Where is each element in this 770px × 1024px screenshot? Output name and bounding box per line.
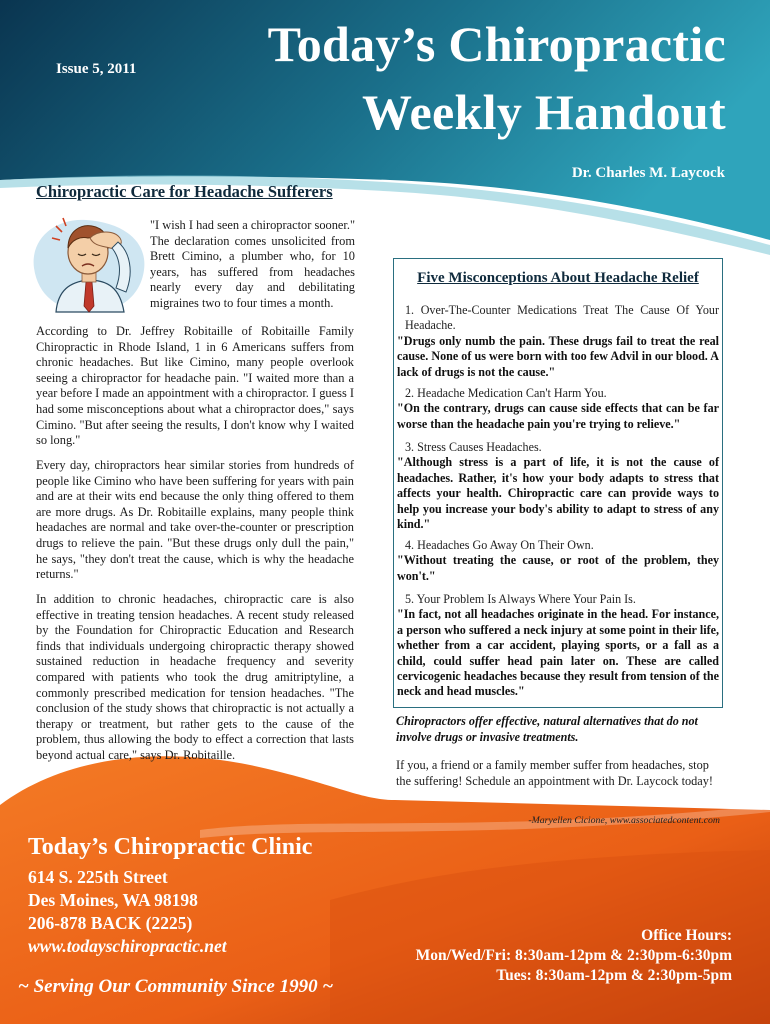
article-intro-quote: "I wish I had seen a chiropractor sooner." The declaration comes unsolicited from Brett Cimino, a plumber who, for 10 years, has suffered from headaches nearly every day and debilitating migraines two to four times a month. — [150, 218, 355, 310]
misconception-item — [397, 538, 719, 584]
misconception-item — [397, 440, 719, 532]
author-name: Dr. Charles M. Laycock — [571, 165, 725, 181]
office-hours-tues: Tues: 8:30am-12pm & 2:30pm-5pm — [496, 967, 732, 984]
clinic-phone: 206-878 BACK (2225) — [28, 913, 193, 933]
call-to-action: If you, a friend or a family member suffer from headaches, stop the suffering! Schedule an appointment with Dr. Laycock today! — [396, 758, 714, 788]
clinic-name: Today’s Chiropractic Clinic — [28, 834, 313, 860]
clinic-street: 614 S. 225th Street — [28, 867, 168, 887]
article-paragraph: Every day, chiropractors hear similar stories from hundreds of people like Cimino who have been suffering for years with pain and are at their wits end because the only thing offered to them are more drugs. As Dr. Robitaille explains, many people think headaches are normal and take over-the-counter or prescription drugs to relieve the pain. "But these drugs only dull the pain," he says, "they don't treat the cause, which is why the headache returns." — [36, 458, 354, 582]
misconception-body: "Drugs only numb the pain. These drugs fail to treat the real cause. None of us were born with too few Advil in our blood. A lack of drugs is not the cause." — [397, 333, 719, 379]
misconception-body: "In fact, not all headaches originate in the head. For instance, a person who suffered a neck injury at some point in their life, whether from a car accident, playing sports, or a fall as a child, could suffer head pain later on. These are called cervicogenic headaches because they result from tension of the neck and head muscles." — [397, 607, 719, 699]
issue-label: Issue 5, 2011 — [56, 61, 137, 77]
article-attribution: -Maryellen Cicione, www.associatedcontent.com — [528, 815, 720, 826]
misconceptions-title: Five Misconceptions About Headache Relief — [417, 270, 699, 286]
article-paragraph: According to Dr. Jeffrey Robitaille of Robitaille Family Chiropractic in Rhode Island, 1 in 6 Americans suffers from chronic headaches. But like Cimino, many people overlook seeing a chiropractor for headache pain. "I waited more than a year before I made an appointment with a chiropractor. I guess I had some misconceptions about what a chiropractor does," says Cimino. "But after seeing the results, I don't know why I waited so long." — [36, 324, 354, 448]
office-hours-mwf: Mon/Wed/Fri: 8:30am-12pm & 2:30pm-6:30pm — [415, 947, 732, 964]
clinic-slogan: ~ Serving Our Community Since 1990 ~ — [18, 976, 334, 997]
misconception-title: 3. Stress Causes Headaches. — [405, 440, 542, 454]
misconception-item — [397, 386, 719, 432]
misconception-title: 4. Headaches Go Away On Their Own. — [405, 538, 594, 552]
misconception-title: 5. Your Problem Is Always Where Your Pain Is. — [405, 592, 636, 606]
misconception-item — [397, 303, 719, 380]
article-paragraph: In addition to chronic headaches, chiropractic care is also effective in treating tension headaches. A recent study released by the Foundation for Chiropractic Education and Research finds that individuals undergoing chiropractic therapy showed sustained reduction in headache frequency and severity compared with patients who took the drug amitriptyline, a commonly prescribed medication for tension headaches. "The conclusion of the study shows that chiropractic is not actually a therapy or treatment, but rather gets to the cause of the problem, thus allowing the body to effect a correction that lasts beyond actual care," says Dr. Robitaille. — [36, 592, 354, 762]
clinic-website-link[interactable]: www.todayschiropractic.net — [28, 936, 227, 956]
misconception-title: 2. Headache Medication Can't Harm You. — [405, 386, 607, 400]
closing-statement: Chiropractors offer effective, natural alternatives that do not involve drugs or invasive treatments. — [396, 714, 698, 744]
clinic-city: Des Moines, WA 98198 — [28, 890, 198, 910]
misconception-body: "On the contrary, drugs can cause side effects that can be far worse than the headache pain you're trying to relieve." — [397, 401, 719, 431]
misconception-item — [397, 592, 719, 700]
headache-man-icon — [26, 208, 154, 318]
page-title-line-2: Weekly Handout — [362, 84, 726, 140]
misconception-body: "Without treating the cause, or root of the problem, they won't." — [397, 553, 719, 583]
page-title-line-1: Today’s Chiropractic — [267, 16, 726, 72]
misconception-body: "Although stress is a part of life, it is not the cause of headaches. Rather, it's how your body adapts to stress that affects your health. Chiropractic care can provide ways to help you increase your body's ability to adapt to stress of any kind." — [397, 455, 719, 532]
misconception-title: 1. Over-The-Counter Medications Treat The Cause Of Your Headache. — [405, 303, 719, 333]
article-heading: Chiropractic Care for Headache Sufferers — [36, 182, 333, 201]
office-hours-label: Office Hours: — [641, 927, 732, 944]
